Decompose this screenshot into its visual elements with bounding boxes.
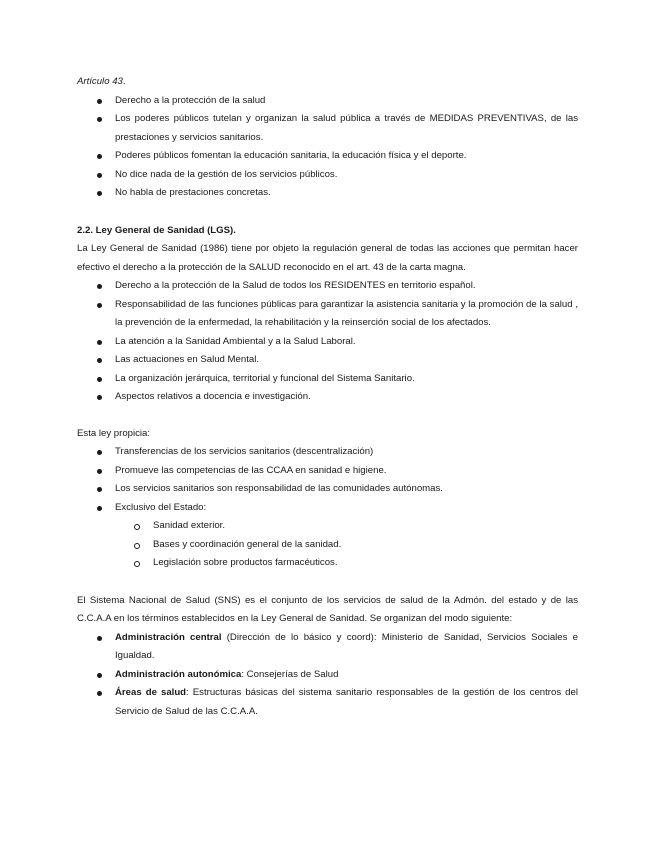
bullet-icon	[97, 284, 102, 289]
bullet-icon	[97, 303, 102, 308]
articulo-heading: Artículo 43.	[77, 76, 126, 87]
list-item: Las actuaciones en Salud Mental.	[77, 351, 578, 370]
bullet-icon	[97, 99, 102, 104]
sns-term: Áreas de salud	[115, 687, 187, 698]
list-item: No dice nada de la gestión de los servicios públicos.	[77, 166, 578, 185]
bullet-icon	[97, 469, 102, 474]
bullet-icon	[97, 506, 102, 511]
lgs-heading: 2.2. Ley General de Sanidad (LGS).	[77, 224, 236, 236]
list-item: Los poderes públicos tutelan y organizan la salud pública a través de MEDIDAS PREVENTIVAS, de las prestaciones y servicios sanitarios.	[77, 110, 578, 147]
articulo-bullet-list	[77, 92, 578, 203]
hollow-bullet-icon	[134, 524, 140, 530]
list-item: Exclusivo del Estado:	[77, 499, 578, 518]
bullet-icon	[97, 173, 102, 178]
list-item: Derecho a la protección de la salud	[77, 92, 578, 111]
estado-sub-list	[77, 517, 578, 573]
hollow-bullet-icon	[134, 561, 140, 567]
bullet-icon	[97, 377, 102, 382]
sns-term: Administración central	[115, 631, 222, 643]
document-body	[77, 73, 578, 721]
sns-bullet-list	[77, 629, 578, 722]
list-item: Aspectos relativos a docencia e investigación.	[77, 388, 578, 407]
bullet-icon	[97, 487, 102, 492]
list-item: Los servicios sanitarios son responsabilidad de las comunidades autónomas.	[77, 480, 578, 499]
sns-intro: El Sistema Nacional de Salud (SNS) es el conjunto de los servicios de salud de la Admón. del estado y de las C.C.A.A en los términos establecidos en la Ley General de Sanidad. Se organizan del modo siguiente:	[77, 594, 578, 624]
list-item: Responsabilidad de las funciones públicas para garantizar la asistencia sanitaria y la promoción de la salud , la prevención de la enfermedad, la rehabilitación y la reinserción social de los afectados.	[77, 296, 578, 333]
list-item: Promueve las competencias de las CCAA en sanidad e higiene.	[77, 462, 578, 481]
spacer	[77, 573, 578, 592]
list-item: Transferencias de los servicios sanitarios (descentralización)	[77, 443, 578, 462]
bullet-icon	[97, 154, 102, 159]
list-item: No habla de prestaciones concretas.	[77, 184, 578, 203]
propicia-bullet-list	[77, 443, 578, 517]
list-item: Poderes públicos fomentan la educación sanitaria, la educación física y el deporte.	[77, 147, 578, 166]
lgs-bullet-list	[77, 277, 578, 407]
sub-list-item: Sanidad exterior.	[77, 517, 578, 536]
articulo-title: Artículo 43	[77, 76, 123, 87]
bullet-icon	[97, 340, 102, 345]
bullet-icon	[97, 450, 102, 455]
bullet-icon	[97, 636, 102, 641]
hollow-bullet-icon	[134, 543, 140, 549]
bullet-icon	[97, 673, 102, 678]
bullet-icon	[97, 395, 102, 400]
list-item: La organización jerárquica, territorial y funcional del Sistema Sanitario.	[77, 370, 578, 389]
list-item: Áreas de salud: Estructuras básicas del sistema sanitario responsables de la gestión de los centros del Servicio de Salud de las C.C.A.A.	[77, 684, 578, 721]
list-item: Administración autonómica: Consejerías de Salud	[77, 666, 578, 685]
bullet-icon	[97, 191, 102, 196]
spacer	[77, 203, 578, 222]
list-item: Administración central (Dirección de lo básico y coord): Ministerio de Sanidad, Servicios Sociales e Igualdad.	[77, 629, 578, 666]
sub-list-item: Bases y coordinación general de la sanidad.	[77, 536, 578, 555]
bullet-icon	[97, 358, 102, 363]
spacer	[77, 407, 578, 425]
lgs-intro: La Ley General de Sanidad (1986) tiene por objeto la regulación general de todas las acciones que permitan hacer efectivo el derecho a la protección de la SALUD reconocido en el art. 43 de la carta magna.	[77, 243, 578, 273]
sns-term: Administración autonómica	[115, 668, 242, 680]
list-item: Derecho a la protección de la Salud de todos los RESIDENTES en territorio español.	[77, 277, 578, 296]
list-item: La atención a la Sanidad Ambiental y a la Salud Laboral.	[77, 333, 578, 352]
propicia-intro: Esta ley propicia:	[77, 427, 151, 439]
sub-list-item: Legislación sobre productos farmacéuticos.	[77, 554, 578, 573]
bullet-icon	[97, 117, 102, 122]
bullet-icon	[97, 691, 102, 696]
